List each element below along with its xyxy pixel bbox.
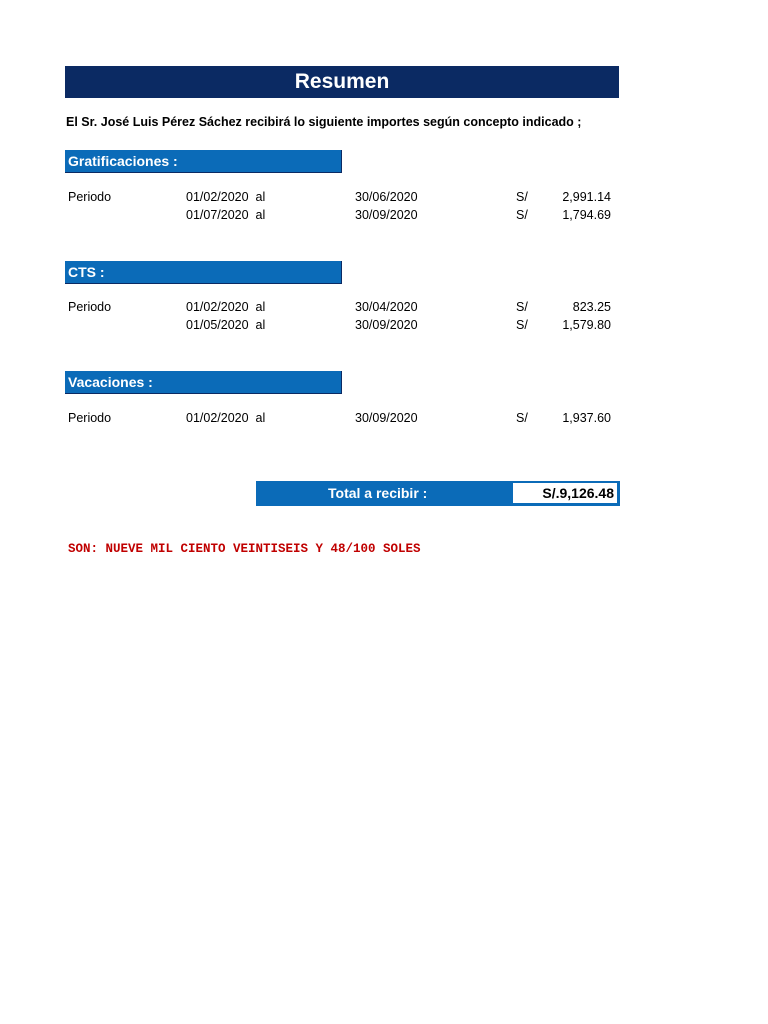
period-to: 30/06/2020 xyxy=(355,190,418,204)
total-value: S/.9,126.48 xyxy=(513,483,617,503)
period-from: 01/07/2020 al xyxy=(186,208,266,222)
table-row xyxy=(0,318,768,336)
page-title: Resumen xyxy=(65,66,619,98)
table-row xyxy=(0,208,768,226)
table-row xyxy=(0,300,768,318)
section-header-vacaciones: Vacaciones : xyxy=(65,371,342,394)
currency-symbol: S/ xyxy=(516,190,528,204)
currency-symbol: S/ xyxy=(516,411,528,425)
period-label: Periodo xyxy=(68,300,112,314)
currency-symbol: S/ xyxy=(516,318,528,332)
period-to: 30/04/2020 xyxy=(355,300,418,314)
period-to: 30/09/2020 xyxy=(355,411,418,425)
amount: 1,794.69 xyxy=(562,208,611,222)
amount: 1,937.60 xyxy=(562,411,611,425)
amount: 823.25 xyxy=(572,300,611,314)
period-label: Periodo xyxy=(68,411,112,425)
period-from: 01/02/2020 al xyxy=(186,411,266,425)
section-header-cts: CTS : xyxy=(65,261,342,284)
amount-in-words: SON: NUEVE MIL CIENTO VEINTISEIS Y 48/100 SOLES xyxy=(68,542,421,556)
period-to: 30/09/2020 xyxy=(355,208,418,222)
amount: 2,991.14 xyxy=(562,190,611,204)
section-header-gratificaciones: Gratificaciones : xyxy=(65,150,342,173)
period-from: 01/02/2020 al xyxy=(186,190,266,204)
period-label: Periodo xyxy=(68,190,112,204)
currency-symbol: S/ xyxy=(516,208,528,222)
period-to: 30/09/2020 xyxy=(355,318,418,332)
total-label: Total a recibir : xyxy=(328,485,428,501)
period-from: 01/02/2020 al xyxy=(186,300,266,314)
table-row xyxy=(0,190,768,208)
amount: 1,579.80 xyxy=(562,318,611,332)
period-from: 01/05/2020 al xyxy=(186,318,266,332)
total-bar xyxy=(256,481,620,506)
currency-symbol: S/ xyxy=(516,300,528,314)
table-row xyxy=(0,411,768,429)
intro-text: El Sr. José Luis Pérez Sáchez recibirá lo siguiente importes según concepto indicado ; xyxy=(66,115,582,129)
